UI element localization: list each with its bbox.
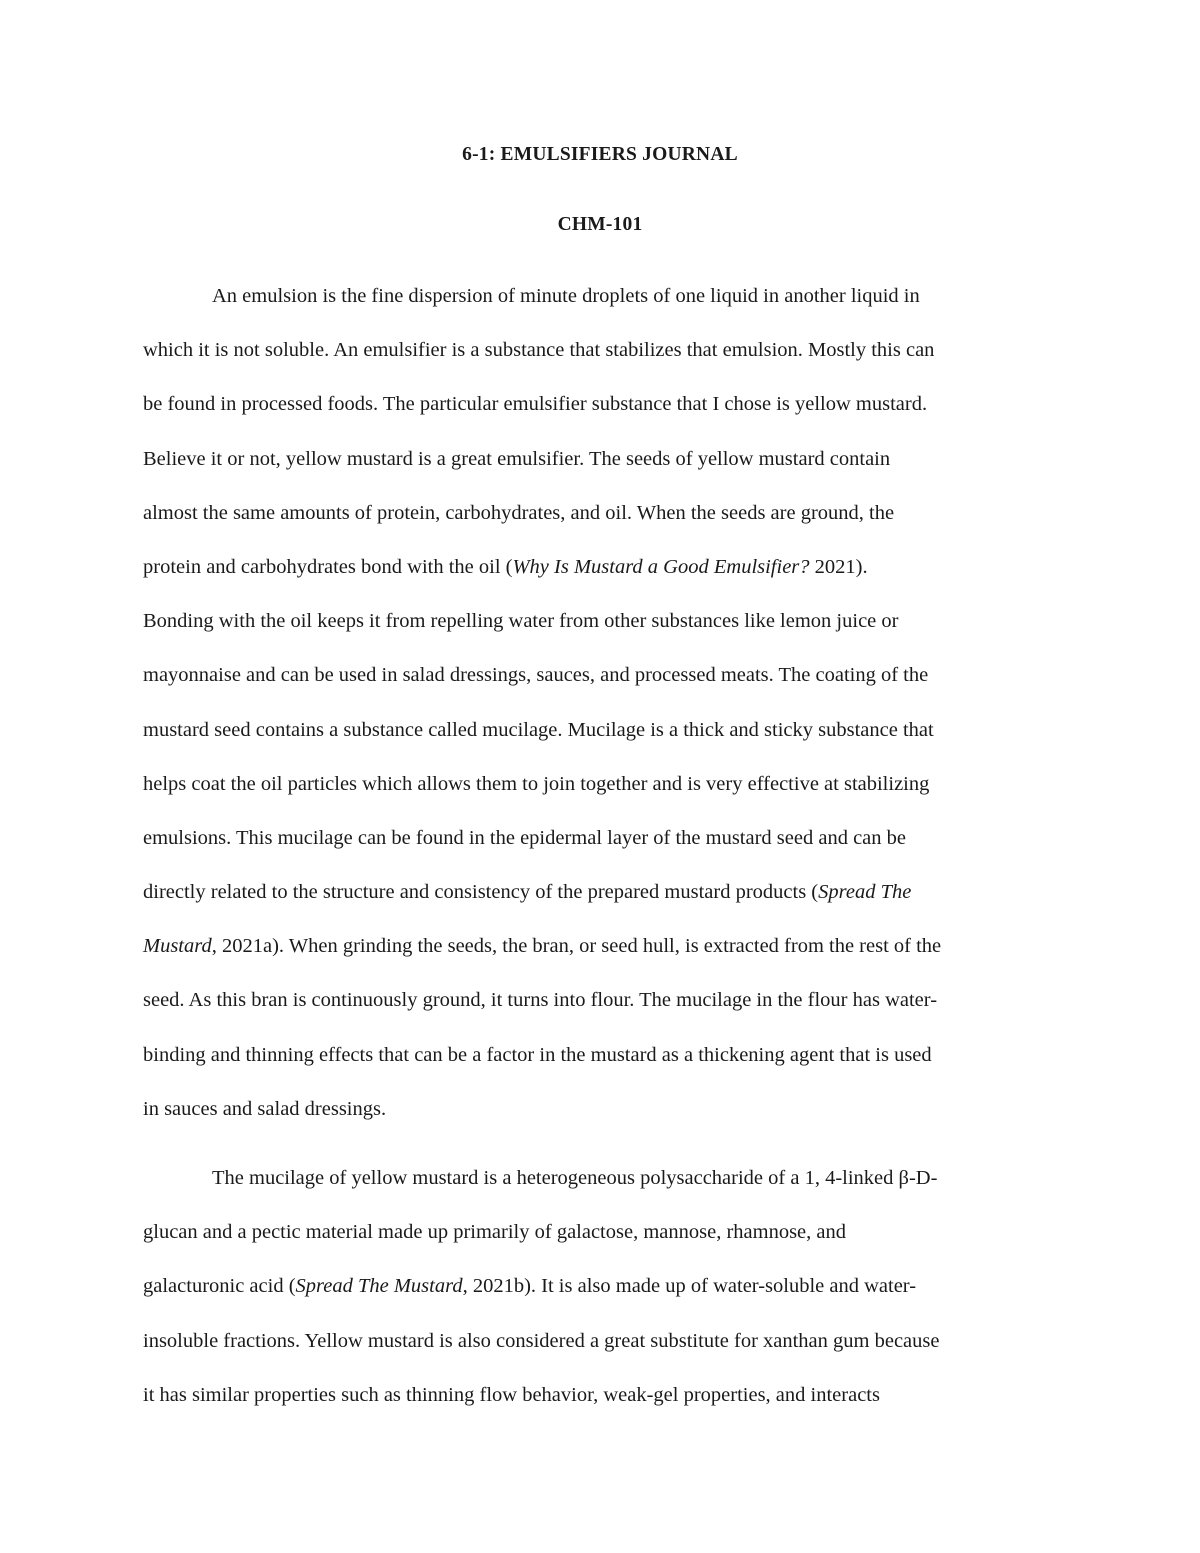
course-code: CHM-101: [557, 214, 643, 235]
text-segment: mayonnaise and can be used in salad dressings, sauces, and processed meats. The coating of the: [143, 664, 929, 687]
text-line: [143, 540, 1059, 594]
text-line: [143, 323, 1059, 377]
text-segment: emulsions. This mucilage can be found in the epidermal layer of the mustard seed and can be: [143, 826, 907, 849]
text-line: [143, 973, 1059, 1027]
text-line: [143, 594, 1059, 648]
citation-italic: Why Is Mustard a Good Emulsifier?: [512, 555, 810, 578]
text-line: [143, 1259, 1059, 1313]
text-line: [143, 432, 1059, 486]
text-segment: Believe it or not, yellow mustard is a great emulsifier. The seeds of yellow mustard contain: [143, 447, 891, 470]
text-segment: , 2021a). When grinding the seeds, the bran, or seed hull, is extracted from the rest of the: [211, 935, 942, 958]
text-line: [143, 757, 1059, 811]
text-line: [143, 648, 1059, 702]
text-segment: it has similar properties such as thinning flow behavior, weak-gel properties, and interacts: [143, 1383, 880, 1406]
text-segment: in sauces and salad dressings.: [143, 1097, 387, 1120]
text-segment: galacturonic acid (: [143, 1275, 296, 1298]
text-line: [143, 865, 1059, 919]
text-segment: , 2021b). It is also made up of water-soluble and water-: [462, 1275, 917, 1298]
text-line: [143, 1151, 1059, 1205]
text-segment: helps coat the oil particles which allows them to join together and is very effective at stabilizing: [143, 772, 930, 795]
text-line: [143, 377, 1059, 431]
text-line: [143, 1205, 1059, 1259]
text-segment: be found in processed foods. The particular emulsifier substance that I chose is yellow mustard.: [143, 393, 928, 416]
text-line: [143, 1082, 1059, 1136]
text-line: [143, 486, 1059, 540]
text-line: [143, 811, 1059, 865]
text-segment: binding and thinning effects that can be a factor in the mustard as a thickening agent that is used: [143, 1043, 932, 1066]
paragraph-1: [143, 269, 1059, 1136]
text-line: [143, 1028, 1059, 1082]
text-line: [143, 703, 1059, 757]
text-segment: Bonding with the oil keeps it from repelling water from other substances like lemon juice or: [143, 610, 899, 633]
text-line: [143, 1314, 1059, 1368]
text-segment: seed. As this bran is continuously ground, it turns into flour. The mucilage in the flour has water-: [143, 989, 938, 1012]
text-segment: 2021).: [809, 555, 868, 578]
text-segment: The mucilage of yellow mustard is a heterogeneous polysaccharide of a 1, 4-linked β-D-: [212, 1167, 938, 1189]
citation-italic: Spread The Mustard: [295, 1275, 463, 1298]
text-segment: An emulsion is the fine dispersion of minute droplets of one liquid in another liquid in: [212, 285, 920, 307]
text-segment: mustard seed contains a substance called mucilage. Mucilage is a thick and sticky substance that: [143, 718, 934, 741]
text-segment: insoluble fractions. Yellow mustard is also considered a great substitute for xanthan gum because: [143, 1329, 940, 1352]
paragraph-2: [143, 1151, 1059, 1422]
text-segment: which it is not soluble. An emulsifier is a substance that stabilizes that emulsion. Mostly this can: [143, 339, 935, 362]
text-segment: protein and carbohydrates bond with the oil (: [143, 555, 513, 578]
document-title: 6-1: EMULSIFIERS JOURNAL: [462, 144, 738, 165]
citation-italic: Mustard: [143, 935, 212, 958]
text-line: [143, 269, 1059, 323]
text-segment: almost the same amounts of protein, carbohydrates, and oil. When the seeds are ground, the: [143, 501, 895, 524]
text-line: [143, 1368, 1059, 1422]
text-segment: directly related to the structure and consistency of the prepared mustard products (: [143, 881, 819, 904]
citation-italic: Spread The: [818, 881, 912, 904]
text-line: [143, 919, 1059, 973]
text-segment: glucan and a pectic material made up primarily of galactose, mannose, rhamnose, and: [143, 1221, 846, 1244]
